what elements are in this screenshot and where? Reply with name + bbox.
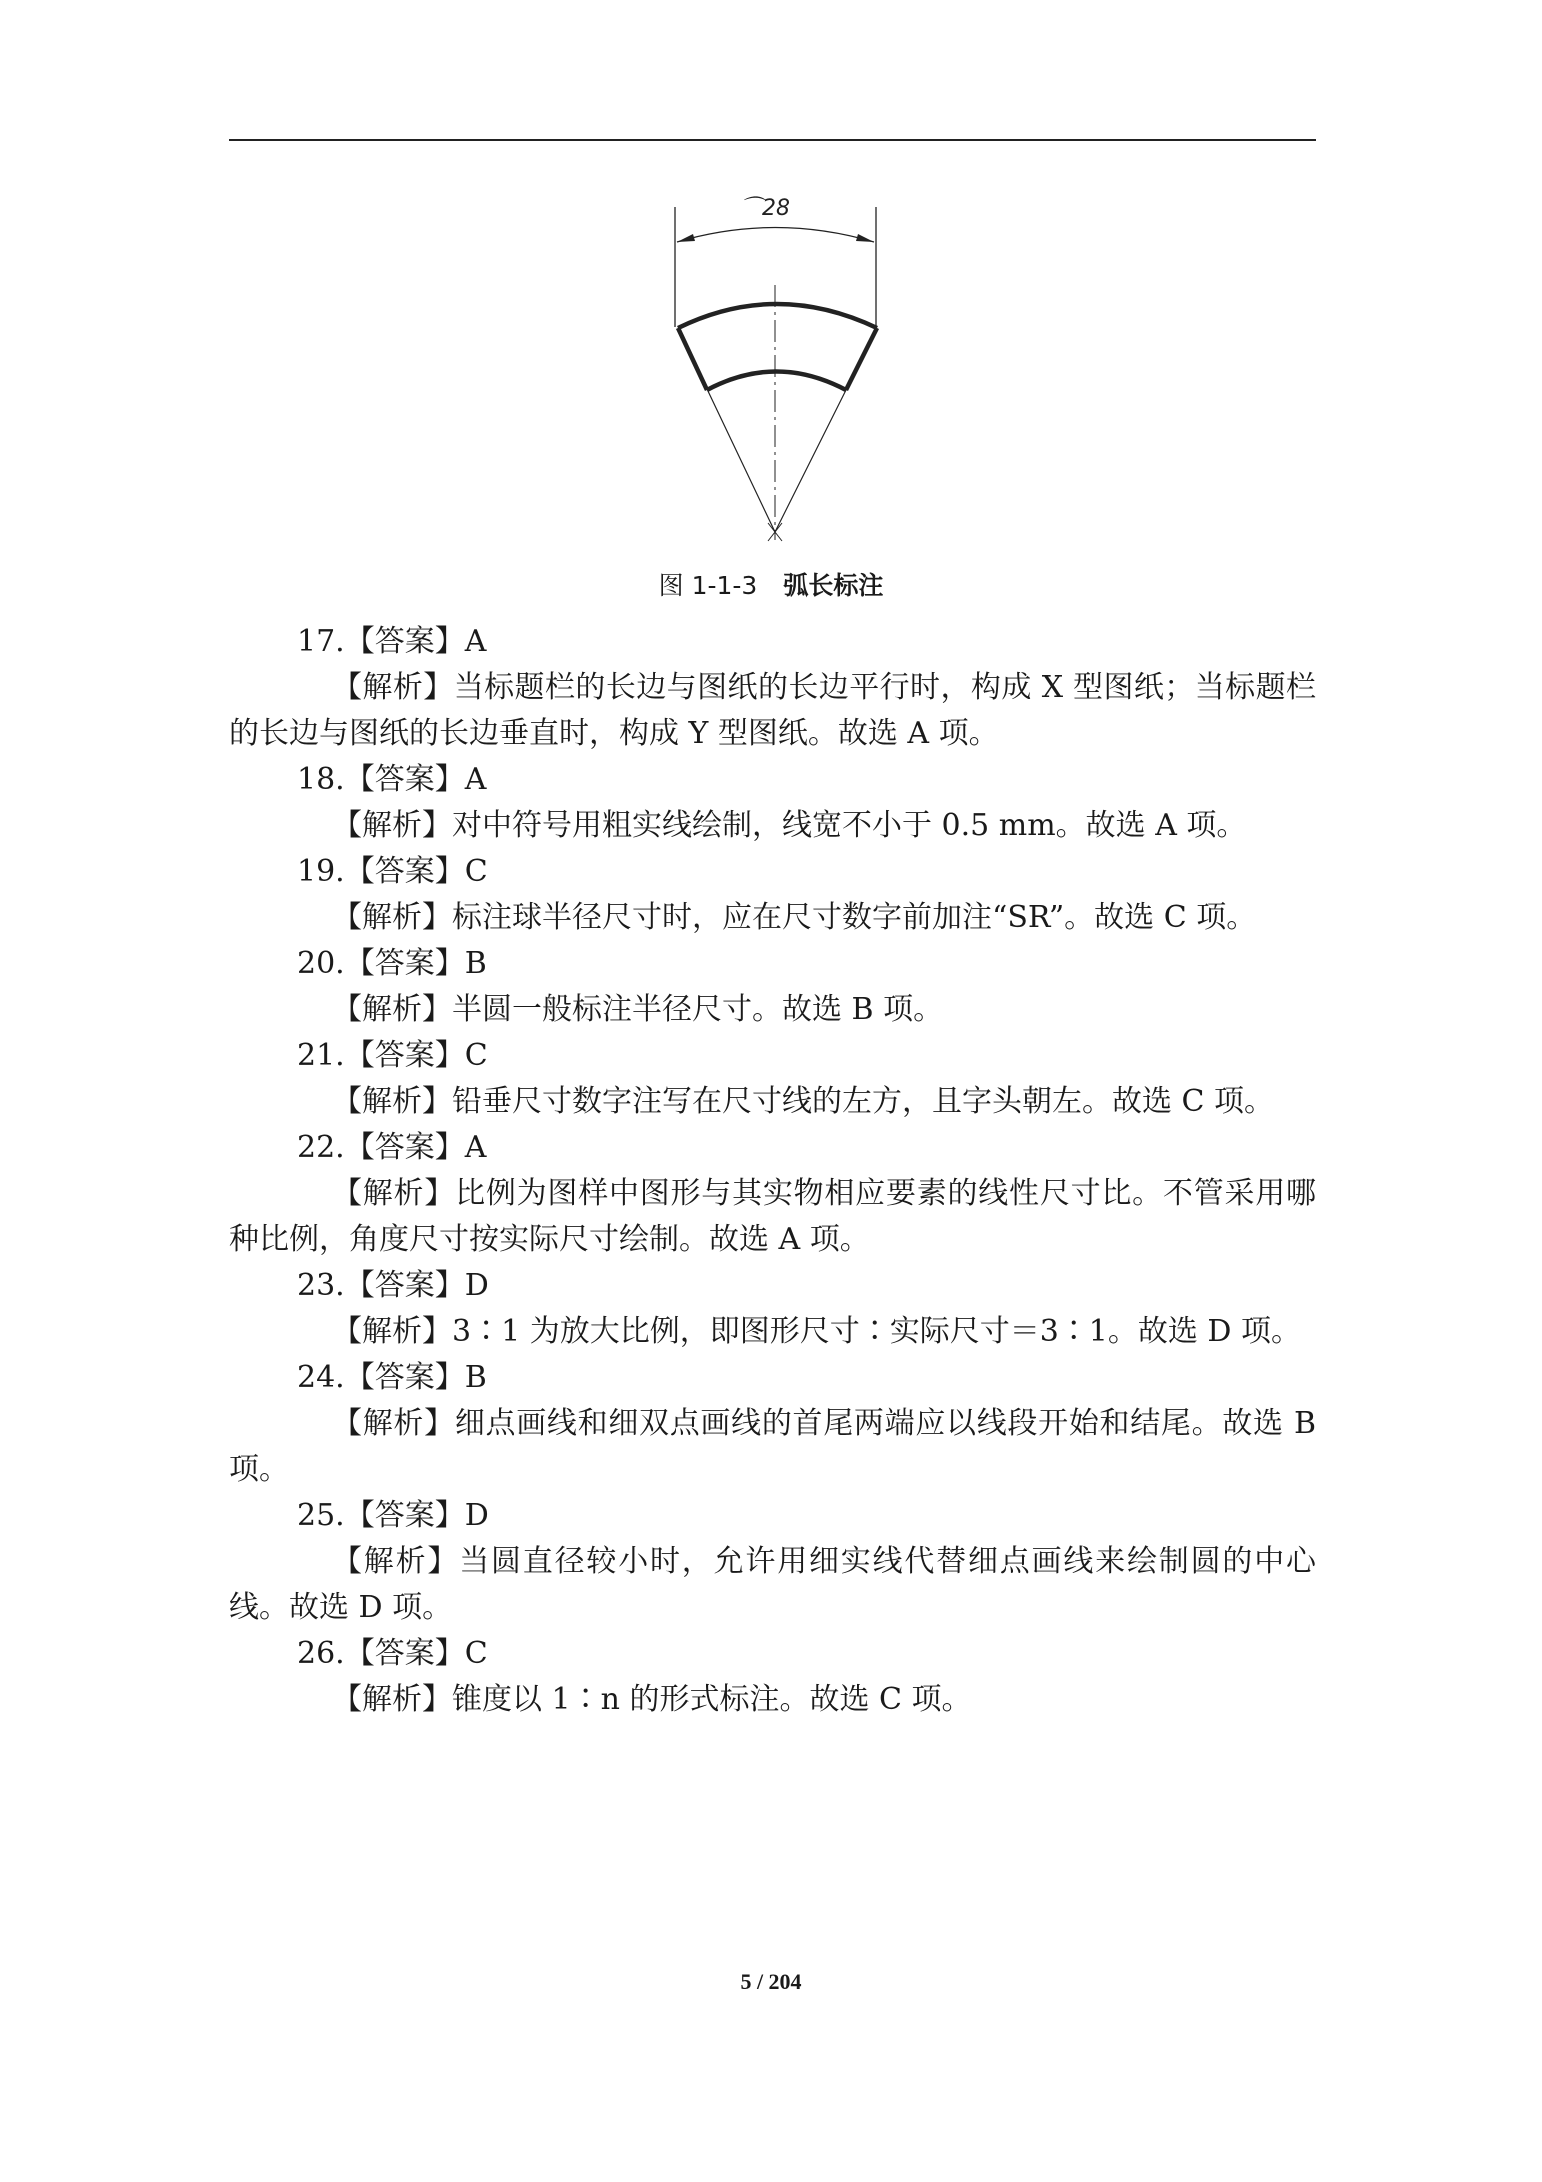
explanation-line — [229, 803, 1316, 849]
explanation-line — [229, 1079, 1316, 1125]
arc-length-dimension-figure — [650, 185, 900, 550]
answer-tag: 【答案】 — [344, 946, 465, 981]
explanation-line — [229, 1677, 1316, 1723]
answer-value: D — [464, 1268, 489, 1303]
answer-value: C — [464, 854, 488, 889]
explanation-text: 对中符号用粗实线绘制，线宽不小于 0.5 mm。故选 A 项。 — [452, 808, 1247, 843]
answer-value: D — [464, 1498, 489, 1533]
answer-tag: 【答案】 — [344, 1038, 465, 1073]
explanation-text: 比例为图样中图形与其实物相应要素的线性尺寸比。不管采用哪种比例，角度尺寸按实际尺寸绘制。故选 A 项。 — [229, 1176, 1317, 1257]
header-rule — [229, 139, 1316, 141]
explanation-line — [229, 1309, 1316, 1355]
answer-tag: 【答案】 — [344, 1268, 465, 1303]
answer-value: C — [464, 1038, 488, 1073]
answer-value: B — [464, 946, 487, 981]
explanation-tag: 【解析】 — [332, 1544, 460, 1579]
answer-line — [229, 1493, 1316, 1539]
arrowhead-left — [677, 234, 695, 242]
item-number: 22. — [297, 1130, 345, 1165]
explanation-tag: 【解析】 — [332, 670, 454, 705]
answer-line — [229, 1125, 1316, 1171]
explanation-tag: 【解析】 — [332, 1176, 456, 1211]
explanation-tag: 【解析】 — [332, 808, 452, 843]
answer-tag: 【答案】 — [344, 1360, 465, 1395]
explanation-text: 当标题栏的长边与图纸的长边平行时，构成 X 型图纸；当标题栏的长边与图纸的长边垂直时，构成 Y 型图纸。故选 A 项。 — [229, 670, 1316, 751]
answer-line — [229, 619, 1316, 665]
item-number: 19. — [297, 854, 345, 889]
explanation-text: 标注球半径尺寸时，应在尺寸数字前加注“SR”。故选 C 项。 — [452, 900, 1257, 935]
explanation-text: 锥度以 1∶n 的形式标注。故选 C 项。 — [452, 1682, 972, 1717]
item-number: 18. — [297, 762, 345, 797]
dimension-label: ⌒28 — [740, 196, 790, 221]
explanation-line — [229, 987, 1316, 1033]
explanation-line — [229, 1171, 1316, 1263]
explanation-tag: 【解析】 — [332, 992, 452, 1027]
answer-line — [229, 849, 1316, 895]
answer-tag: 【答案】 — [344, 1130, 465, 1165]
answer-line — [229, 757, 1316, 803]
answer-value: A — [464, 762, 487, 797]
explanation-line — [229, 1539, 1316, 1631]
answer-value: B — [464, 1360, 487, 1395]
explanation-tag: 【解析】 — [332, 1314, 452, 1349]
answer-tag: 【答案】 — [344, 1636, 465, 1671]
explanation-text: 细点画线和细双点画线的首尾两端应以线段开始和结尾。故选 B 项。 — [229, 1406, 1316, 1487]
answer-tag: 【答案】 — [344, 624, 465, 659]
explanation-line — [229, 895, 1316, 941]
explanation-text: 3∶1 为放大比例，即图形尺寸∶实际尺寸＝3∶1。故选 D 项。 — [452, 1314, 1302, 1349]
answer-value: C — [464, 1636, 488, 1671]
answer-line — [229, 1033, 1316, 1079]
dimension-arc — [677, 228, 874, 243]
page-number: 5 / 204 — [740, 1969, 802, 1994]
caption-title: 弧长标注 — [783, 571, 884, 600]
answer-tag: 【答案】 — [344, 762, 465, 797]
item-number: 21. — [297, 1038, 345, 1073]
explanation-tag: 【解析】 — [332, 1682, 452, 1717]
item-number: 25. — [297, 1498, 345, 1533]
item-number: 23. — [297, 1268, 345, 1303]
answer-list — [229, 619, 1316, 1723]
answer-value: A — [464, 1130, 487, 1165]
answer-value: A — [464, 624, 487, 659]
item-number: 26. — [297, 1636, 345, 1671]
explanation-tag: 【解析】 — [332, 1406, 455, 1441]
explanation-line — [229, 665, 1316, 757]
answer-tag: 【答案】 — [344, 854, 465, 889]
arrowhead-right — [856, 234, 874, 242]
answer-line — [229, 1631, 1316, 1677]
answer-line — [229, 941, 1316, 987]
explanation-tag: 【解析】 — [332, 900, 452, 935]
item-number: 20. — [297, 946, 345, 981]
inner-arc — [707, 372, 846, 391]
explanation-text: 当圆直径较小时，允许用细实线代替细点画线来绘制圆的中心线。故选 D 项。 — [229, 1544, 1317, 1625]
explanation-line — [229, 1401, 1316, 1493]
item-number: 17. — [297, 624, 345, 659]
explanation-tag: 【解析】 — [332, 1084, 452, 1119]
answer-line — [229, 1355, 1316, 1401]
answer-line — [229, 1263, 1316, 1309]
item-number: 24. — [297, 1360, 345, 1395]
outer-arc — [678, 304, 877, 328]
outer-arc-side-left — [678, 328, 707, 390]
outer-arc-side-right — [846, 328, 877, 390]
figure-caption — [0, 566, 1542, 602]
answer-tag: 【答案】 — [344, 1498, 465, 1533]
explanation-text: 铅垂尺寸数字注写在尺寸线的左方，且字头朝左。故选 C 项。 — [452, 1084, 1275, 1119]
explanation-text: 半圆一般标注半径尺寸。故选 B 项。 — [452, 992, 944, 1027]
caption-number: 图 1-1-3 — [658, 571, 758, 600]
